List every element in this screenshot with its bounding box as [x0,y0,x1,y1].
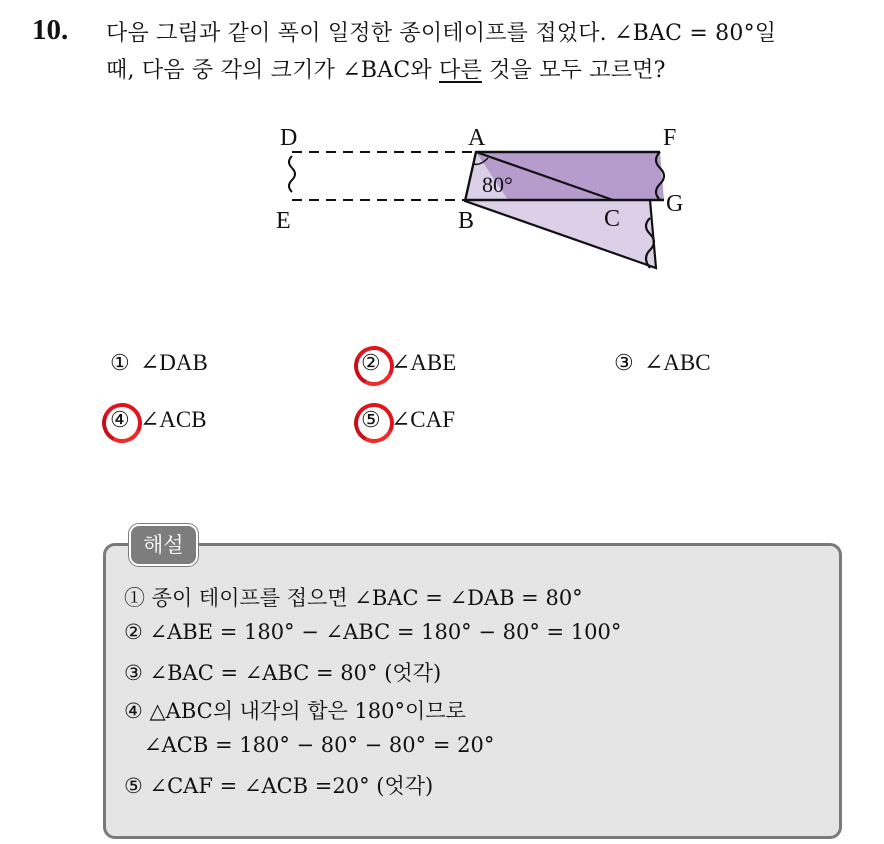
point-d-label: D [280,125,298,151]
solution-line-1: ① 종이 테이프를 접으면 ∠BAC = ∠DAB = 80° [124,586,583,610]
solution-tag: 해설 [129,524,198,566]
question-text-line2 [106,53,666,84]
selected-mark-choice-5 [349,398,399,448]
choice-3[interactable] [614,350,711,376]
question-number: 10. [32,14,69,46]
point-a-label: A [468,125,486,151]
solution-line-5: ∠ACB = 180° − 80° − 80° = 20° [124,733,495,757]
solution-line-4: ④ △ABC의 내각의 합은 180°이므로 [124,699,466,723]
selected-mark-choice-4 [97,398,147,448]
choice-1[interactable] [110,350,208,376]
question-text-line1: 다음 그림과 같이 폭이 일정한 종이테이프를 접었다. ∠BAC = 80°일 [106,21,777,46]
solution-line-3: ③ ∠BAC = ∠ABC = 80° (엇각) [124,661,442,685]
solution-line-6: ⑤ ∠CAF = ∠ACB =20° (엇각) [124,774,434,798]
point-f-label: F [663,125,677,151]
choice-number: ② [361,351,381,376]
angle-label: 80° [482,172,513,197]
choice-text: ∠ABC [644,350,711,375]
question-text-part: 것을 모두 고르면? [481,58,666,83]
folded-tape-figure [268,118,708,278]
choice-text: ∠ABE [391,350,457,375]
selected-mark-choice-2 [349,341,399,391]
choice-number: ④ [110,408,130,433]
choice-text: ∠ACB [140,407,207,432]
point-b-label: B [458,208,475,234]
choice-number: ③ [614,351,634,376]
point-c-label: C [604,206,621,232]
point-e-label: E [276,208,291,234]
torn-edge-left [289,156,295,192]
solution-line-2: ② ∠ABE = 180° − ∠ABC = 180° − 80° = 100° [124,620,622,644]
question-text-part: 때, 다음 중 각의 크기가 ∠BAC와 [106,58,439,83]
choice-number: ① [110,351,130,376]
question-underlined-word: 다른 [439,58,482,83]
choice-text: ∠DAB [140,350,208,375]
choice-number: ⑤ [361,408,381,433]
point-g-label: G [666,191,684,217]
choice-text: ∠CAF [391,407,456,432]
